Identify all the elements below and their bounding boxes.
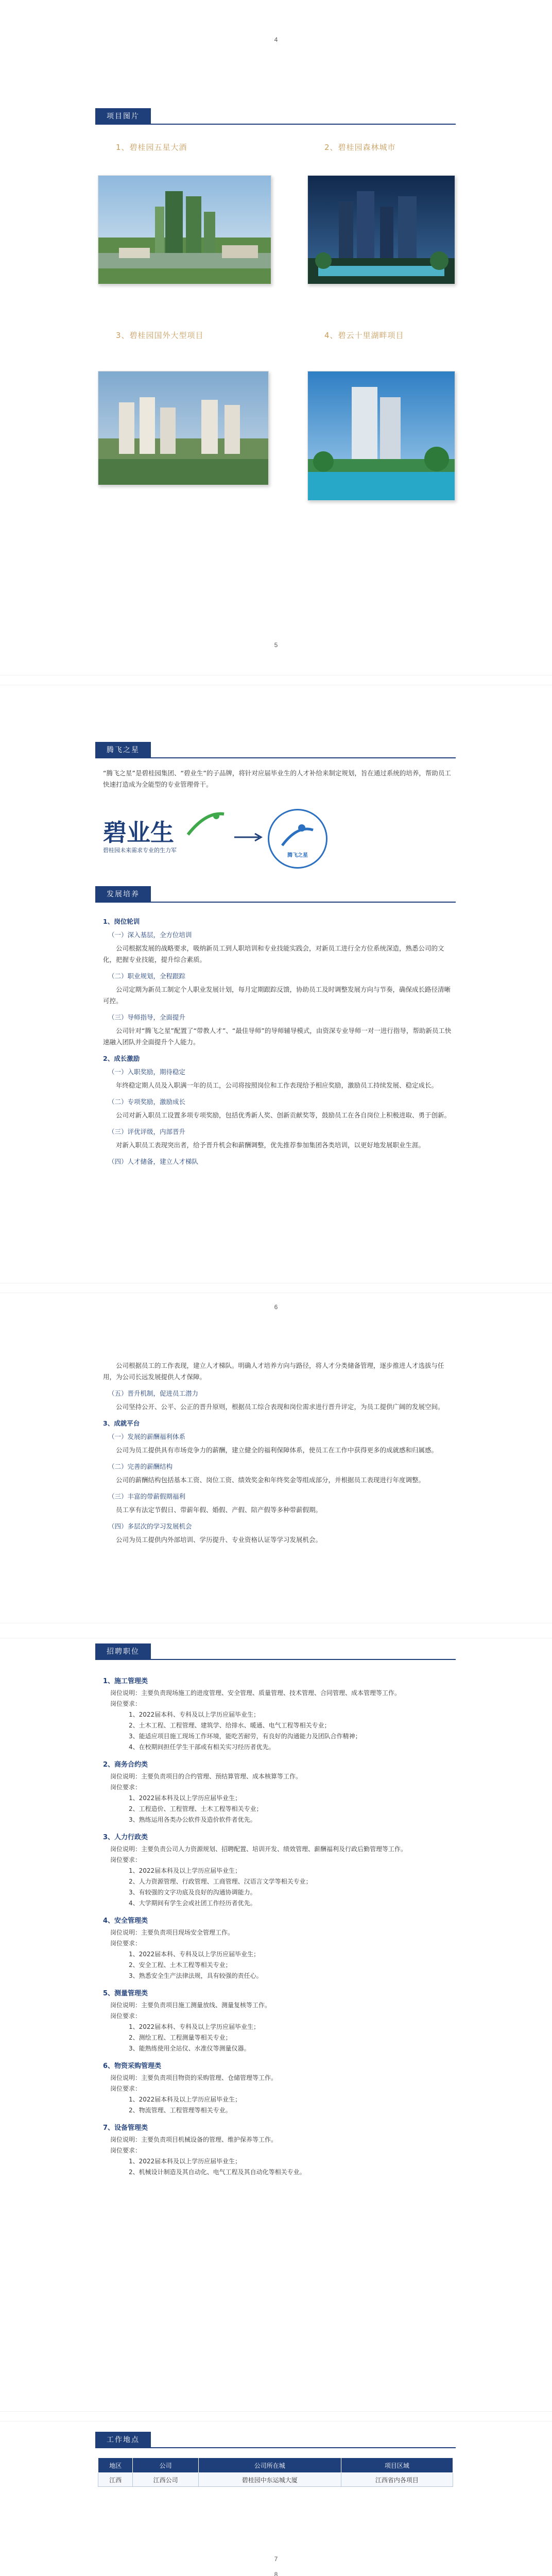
job-title: 7、设备管理类 [103, 2124, 148, 2132]
cultivation-intro: “腾飞之星”是碧桂园集团、“碧业生”的子品牌，将针对应届毕业生的人才补给来制定规划，旨在通过系统的培养，帮助员工快速打造成为全能型的专业管理骨干。 [103, 769, 451, 788]
subheading: （四）多层次的学习发展机会 [108, 1522, 192, 1530]
page-number: 8 [274, 2571, 278, 2576]
job-detail: 2、人力资源管理、行政管理、工商管理、汉语言文学等相关专业； [129, 1878, 312, 1885]
paragraph: 公司为员工提供具有市场竞争力的薪酬，建立健全的福利保障体系，使员工在工作中获得更多的成就感和归属感。 [116, 1446, 438, 1454]
job-detail: 3、熟练运用各类办公软件及造价软件者优先。 [129, 1816, 256, 1823]
section-header-recruitment [95, 1643, 456, 1660]
section-title: 招聘职位 [95, 1643, 151, 1660]
job-detail: 4、大学期间有学生会或社团工作经历者优先。 [129, 1900, 256, 1907]
page-location [0, 2421, 552, 2576]
section-title: 腾飞之星 [95, 742, 151, 758]
job-detail: 岗位要求： [110, 1700, 142, 1707]
job-detail: 2、工程造价、工程管理、土木工程等相关专业； [129, 1805, 263, 1812]
logo-swoosh-icon [185, 809, 227, 840]
job-detail: 岗位要求： [110, 2147, 142, 2154]
table-cell: 碧桂园中东运城大厦 [198, 2473, 341, 2487]
job-detail: 岗位要求： [110, 2085, 142, 2092]
paragraph: 员工享有法定节假日、带薪年假、婚假、产假、陪产假等多种带薪假期。 [116, 1506, 322, 1514]
subheading: （三）导师指导，全面提升 [108, 1013, 186, 1021]
project-caption: 3、碧桂园国外大型项目 [116, 331, 204, 340]
job-detail: 3、熟悉安全生产法律法规，具有较强的责任心。 [129, 1972, 263, 1979]
paragraph: 公司根据发展的战略要求，吸纳新员工到人职培训和专业技能实践会，对新员工进行全方位系统深造，熟悉公司的文化，把握专业技能，提升综合素质。 [103, 944, 444, 963]
section-title: 工作地点 [95, 2432, 151, 2448]
job-title: 4、安全管理类 [103, 1917, 148, 1925]
job-detail: 1、2022届本科及以上学历应届毕业生； [129, 1794, 242, 1802]
location-table [98, 2458, 453, 2487]
job-detail: 2、土木工程、工程管理、建筑学、给排水、暖通、电气工程等相关专业； [129, 1722, 331, 1729]
job-detail: 岗位说明：主要负责项目施工测量放线、测量复核等工作。 [110, 2002, 271, 2009]
star-figure-icon [277, 820, 318, 851]
tengfei-star-logo [268, 809, 327, 869]
job-detail: 3、有较强的文字功底及良好的沟通协调能力。 [129, 1889, 256, 1896]
table-header: 项目区域 [341, 2458, 453, 2473]
logo-text: 碧业生 [103, 819, 174, 846]
section-rule [95, 124, 456, 125]
job-detail: 岗位要求： [110, 1940, 142, 1947]
page-number: 5 [274, 641, 278, 649]
biyesheng-logo [103, 814, 232, 866]
section-rule [95, 1659, 456, 1660]
page-recruitment [0, 1638, 552, 2411]
section-header-cultivation [95, 742, 456, 758]
arrow-right-icon [234, 832, 265, 842]
section-title: 项目图片 [95, 108, 151, 125]
subheading: （三）评优评级，内部晋升 [108, 1128, 186, 1136]
paragraph: 公司根据员工的工作表现，建立人才梯队。明确人才培养方向与路径，将人才分类储备管理，逐步推进人才选拔与任用，为公司长远发展提供人才保障。 [103, 1362, 444, 1381]
section-heading: 3、成就平台 [103, 1419, 140, 1427]
section-heading: 2、成长激励 [103, 1055, 140, 1062]
project-image-overseas [98, 371, 269, 485]
job-detail: 1、2022届本科、专科及以上学历应届毕业生； [129, 1711, 260, 1718]
paragraph: 对新入职员工表现突出者，给予晋升机会和薪酬调整，优先推荐参加集团各类培训，以更好地发展职业生涯。 [116, 1141, 425, 1149]
job-detail: 岗位要求： [110, 1856, 142, 1863]
job-detail: 岗位要求： [110, 2012, 142, 2020]
subheading: （一）发展的薪酬福利体系 [108, 1433, 186, 1440]
page-number: 7 [274, 2555, 278, 2563]
table-row [98, 2473, 453, 2487]
page-cultivation [0, 685, 552, 1283]
table-header: 公司 [133, 2458, 198, 2473]
development-content-cont [103, 1360, 453, 1551]
section-rule [95, 757, 456, 758]
job-detail: 1、2022届本科及以上学历应届毕业生； [129, 2158, 242, 2165]
job-detail: 1、2022届本科、专科及以上学历应届毕业生； [129, 2023, 260, 2030]
job-list [103, 1669, 453, 2178]
job-title: 5、测量管理类 [103, 1990, 148, 1997]
page-number: 6 [274, 1303, 278, 1311]
development-content [103, 912, 453, 1170]
job-title: 1、施工管理类 [103, 1677, 148, 1685]
job-detail: 3、能适应项目施工现场工作环境，能吃苦耐劳，有良好的沟通能力及团队合作精神； [129, 1733, 361, 1740]
job-detail: 2、物流管理、工程管理等相关专业。 [129, 2107, 232, 2114]
subheading: （二）职业规划，全程跟踪 [108, 972, 186, 980]
table-header: 公司所在城 [198, 2458, 341, 2473]
job-detail: 岗位说明：主要负责项目的合约管理、预结算管理、成本核算等工作。 [110, 1773, 302, 1780]
subheading: （一）入职奖励，期待稳定 [108, 1068, 186, 1076]
job-detail: 2、机械设计制造及其自动化、电气工程及其自动化等相关专业。 [129, 2168, 306, 2176]
job-detail: 4、在校期间担任学生干部或有相关实习经历者优先。 [129, 1743, 275, 1751]
job-detail: 2、安全工程、土木工程等相关专业； [129, 1961, 232, 1969]
project-caption: 2、碧桂园森林城市 [324, 143, 396, 152]
project-image-lakeside [307, 371, 455, 501]
paragraph: 公司针对“腾飞之星”配置了“带教人才”、“最佳导师”的导师辅导模式，由资深专业导师一对一进行指导，帮助新员工快速融入团队并全面提升个人能力。 [103, 1027, 452, 1046]
job-detail: 岗位说明：主要负责公司人力资源规划、招聘配置、培训开发、绩效管理、薪酬福利及行政后勤管理等工作。 [110, 1845, 407, 1853]
section-rule [95, 2447, 456, 2448]
section-rule [95, 902, 456, 903]
section-heading: 1、岗位轮训 [103, 918, 140, 925]
paragraph: 公司的薪酬结构包括基本工资、岗位工资、绩效奖金和年终奖金等组成部分，并根据员工表现进行年度调整。 [116, 1476, 425, 1484]
page-projects [0, 0, 552, 675]
job-detail: 2、测绘工程、工程测量等相关专业； [129, 2034, 232, 2041]
page-number: 4 [274, 36, 278, 43]
section-header-development [95, 886, 456, 903]
project-caption: 4、碧云十里湖畔项目 [324, 331, 404, 340]
circle-logo-text: 腾飞之星 [287, 853, 308, 858]
project-image-forest-city [307, 175, 455, 284]
table-cell: 江西省内各项目 [341, 2473, 453, 2487]
section-title: 发展培养 [95, 886, 151, 903]
table-cell: 江西公司 [133, 2473, 198, 2487]
subheading: （二）专项奖励，激励成长 [108, 1098, 186, 1106]
paragraph: 年终稳定期人员及入职满一年的员工，公司将按照岗位和工作表现给予相应奖励，激励员工持续发展、稳定成长。 [116, 1081, 438, 1089]
subheading: （一）深入基层，全方位培训 [108, 931, 192, 939]
paragraph: 公司坚持公开、公平、公正的晋升原则，根据员工综合表现和岗位需求进行晋升评定，为员工提供广阔的发展空间。 [116, 1403, 444, 1411]
project-image-hotel [98, 175, 271, 284]
job-detail: 岗位说明：主要负责项目物资的采购管理、仓储管理等工作。 [110, 2074, 278, 2081]
paragraph: 公司为员工提供内外部培训、学历提升、专业资格认证等学习发展机会。 [116, 1536, 322, 1544]
job-detail: 1、2022届本科及以上学历应届毕业生； [129, 2096, 242, 2103]
job-detail: 岗位要求： [110, 1784, 142, 1791]
section-header-location [95, 2432, 456, 2448]
subheading: （四）人才储备，建立人才梯队 [108, 1158, 199, 1165]
logo-subtitle: 碧桂园未来需求专业的生力军 [103, 847, 177, 854]
subheading: （二）完善的薪酬结构 [108, 1463, 173, 1470]
subheading: （三）丰富的带薪假期福利 [108, 1493, 186, 1500]
table-header: 地区 [98, 2458, 133, 2473]
job-detail: 1、2022届本科、专科及以上学历应届毕业生； [129, 1951, 260, 1958]
paragraph: 公司对新入职员工设置多项专项奖励，包括优秀新人奖、创新贡献奖等，鼓励员工在各自岗位上积极进取、勇于创新。 [116, 1111, 451, 1119]
section-header-projects [95, 108, 456, 125]
table-cell: 江西 [98, 2473, 133, 2487]
job-detail: 1、2022届本科及以上学历应届毕业生； [129, 1867, 242, 1874]
subheading: （五）晋升机制，促进员工潜力 [108, 1389, 199, 1397]
job-detail: 岗位说明：主要负责现场施工的进度管理、安全管理、质量管理、技术管理、合同管理、成本管理等工作。 [110, 1689, 401, 1697]
job-detail: 岗位说明：主要负责项目机械设备的管理、维护保养等工作。 [110, 2136, 278, 2143]
project-caption: 1、碧桂园五星大酒 [116, 143, 187, 152]
page-development-cont [0, 1293, 552, 1623]
job-title: 6、物资采购管理类 [103, 2062, 162, 2070]
job-detail: 岗位说明：主要负责项目现场安全管理工作。 [110, 1929, 234, 1936]
paragraph: 公司定期为新员工制定个人职业发展计划，每月定期跟踪反馈，协助员工及时调整发展方向与节奏，确保成长路径清晰可控。 [103, 986, 451, 1005]
job-title: 3、人力行政类 [103, 1834, 148, 1841]
job-detail: 3、能熟练使用全站仪、水准仪等测量仪器。 [129, 2045, 250, 2052]
job-title: 2、商务合约类 [103, 1761, 148, 1769]
